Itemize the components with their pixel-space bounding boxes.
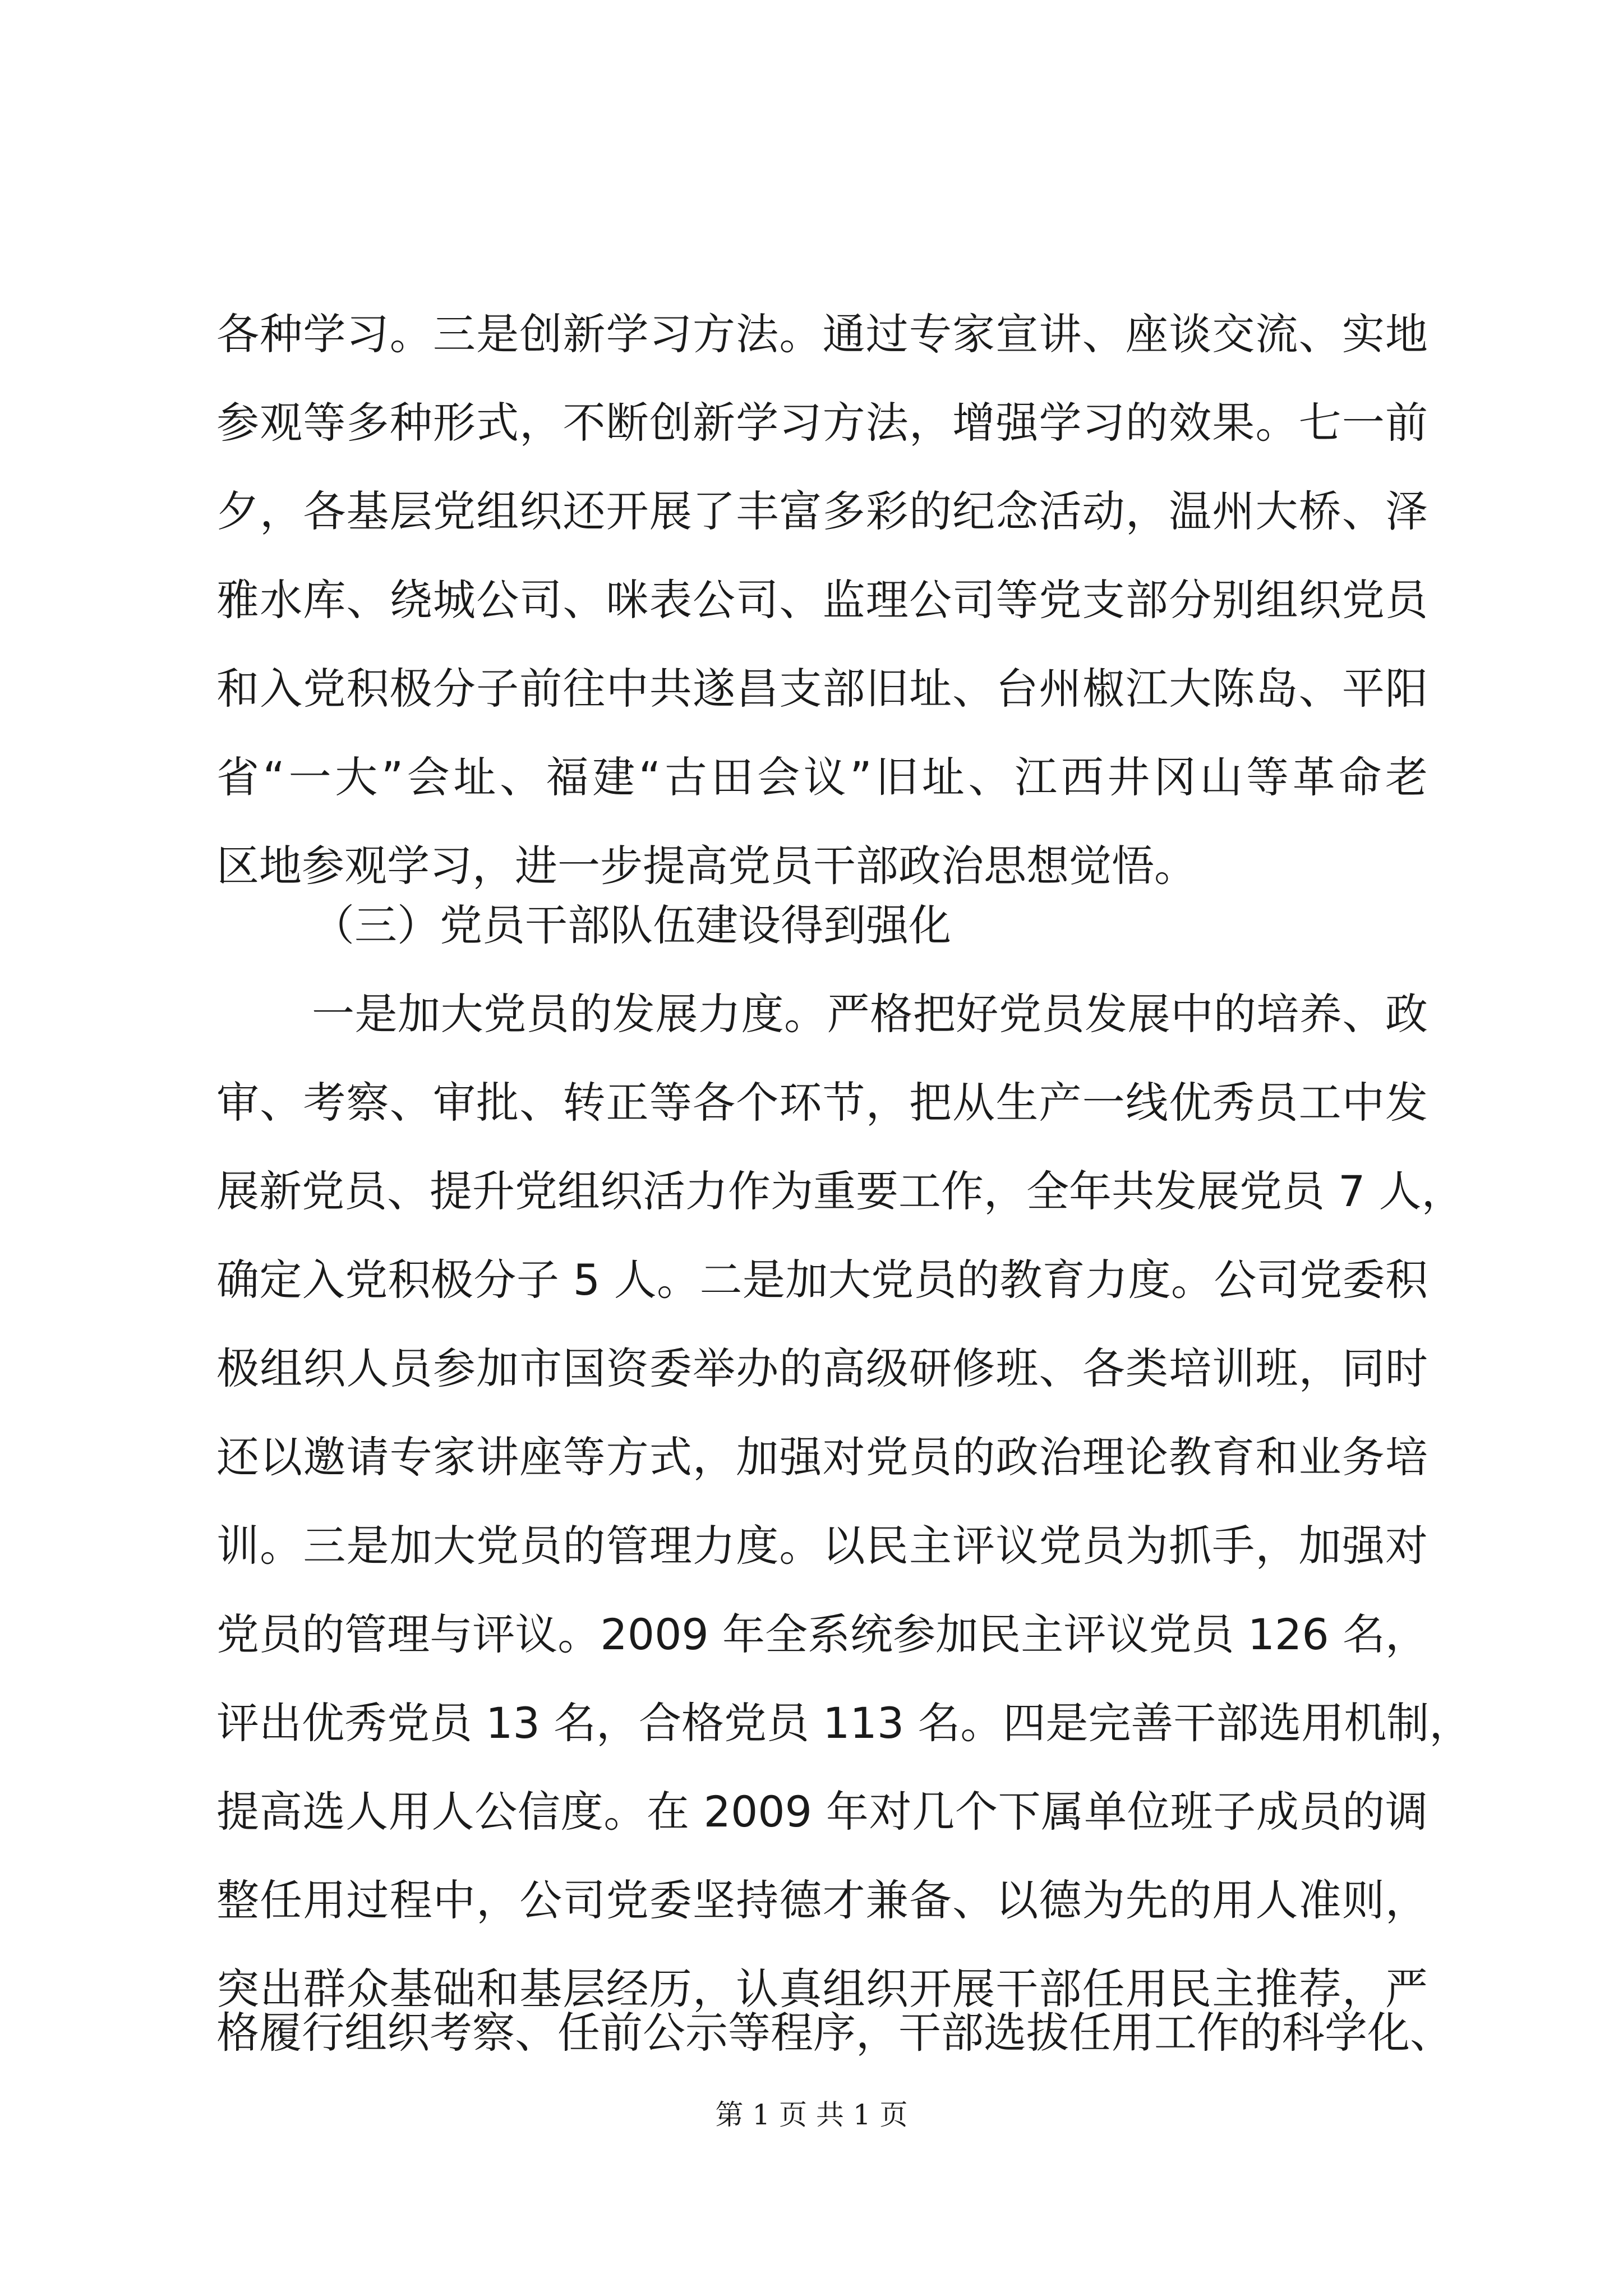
body-line: 展新党员、提升党组织活力作为重要工作，全年共发展党员 7 人， — [216, 1166, 1464, 1216]
body-line: 训。三是加大党员的管理力度。以民主评议党员为抓手，加强对 — [216, 1521, 1428, 1571]
body-line: 雅水库、绕城公司、咪表公司、监理公司等党支部分别组织党员 — [216, 575, 1428, 625]
body-line: 突出群众基础和基层经历，认真组织开展干部任用民主推荐，严 — [216, 1964, 1428, 2014]
body-line: 区地参观学习，进一步提高党员干部政治思想觉悟。 — [216, 841, 1197, 891]
body-line: 各种学习。三是创新学习方法。通过专家宣讲、座谈交流、实地 — [216, 309, 1428, 359]
body-line: 提高选人用人公信度。在 2009 年对几个下属单位班子成员的调 — [216, 1787, 1428, 1837]
body-line: 夕，各基层党组织还开展了丰富多彩的纪念活动，温州大桥、泽 — [216, 486, 1428, 536]
page-footer: 第 1 页 共 1 页 — [715, 2099, 908, 2131]
body-line: 整任用过程中，公司党委坚持德才兼备、以德为先的用人准则， — [216, 1875, 1428, 1925]
body-line: 极组织人员参加市国资委举办的高级研修班、各类培训班，同时 — [216, 1343, 1428, 1393]
body-line: 和入党积极分子前往中共遂昌支部旧址、台州椒江大陈岛、平阳 — [216, 664, 1428, 714]
body-line: 参观等多种形式，不断创新学习方法，增强学习的效果。七一前 — [216, 398, 1428, 448]
body-line: 审、考察、审批、转正等各个环节，把从生产一线优秀员工中发 — [216, 1078, 1428, 1128]
body-line: 格履行组织考察、任前公示等程序，干部选拔任用工作的科学化、 — [216, 2008, 1453, 2058]
section-heading: （三）党员干部队伍建设得到强化 — [312, 900, 951, 950]
body-line: 确定入党积极分子 5 人。二是加大党员的教育力度。公司党委积 — [216, 1255, 1428, 1305]
body-line: 评出优秀党员 13 名，合格党员 113 名。四是完善干部选用机制， — [216, 1698, 1472, 1748]
body-line: 一是加大党员的发展力度。严格把好党员发展中的培养、政 — [312, 989, 1428, 1039]
body-line: 省“一大”会址、福建“古田会议”旧址、江西井冈山等革命老 — [216, 752, 1428, 802]
body-line: 还以邀请专家讲座等方式，加强对党员的政治理论教育和业务培 — [216, 1432, 1428, 1482]
body-line: 党员的管理与评议。2009 年全系统参加民主评议党员 126 名， — [216, 1609, 1428, 1659]
